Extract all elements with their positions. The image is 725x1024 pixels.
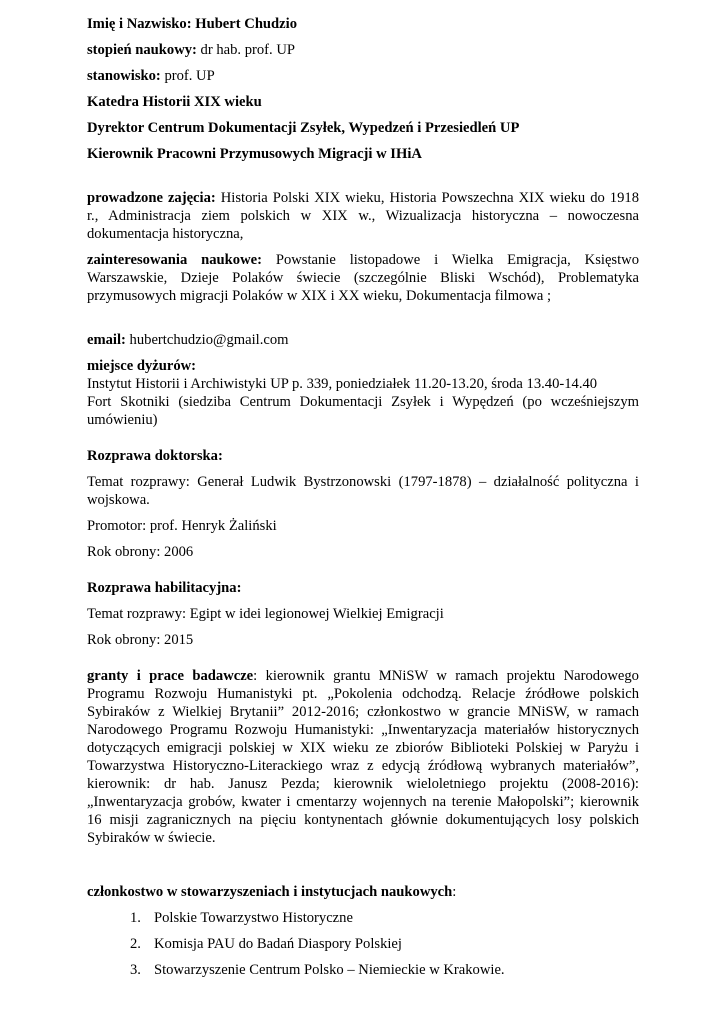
list-item-text: Komisja PAU do Badań Diaspory Polskiej bbox=[154, 936, 402, 952]
doctorate-topic: Temat rozprawy: Generał Ludwik Bystrzonowski (1797-1878) – działalność polityczna i wojskowa. bbox=[87, 474, 639, 508]
list-item-number: 1. bbox=[130, 910, 141, 926]
memberships-heading-line bbox=[87, 883, 639, 901]
memberships-list bbox=[87, 909, 639, 979]
list-item-number: 2. bbox=[130, 936, 141, 952]
duty-line-2: Fort Skotniki (siedziba Centrum Dokumentacji Zsyłek i Wypędzeń (po wcześniejszym umówieniu) bbox=[87, 394, 639, 428]
list-item-number: 3. bbox=[130, 962, 141, 978]
list-item bbox=[87, 909, 639, 927]
duty-label: miejsce dyżurów: bbox=[87, 358, 197, 374]
email-line bbox=[87, 331, 639, 349]
memberships-label: członkostwo w stowarzyszeniach i instytucjach naukowych bbox=[87, 884, 453, 900]
list-item-text: Stowarzyszenie Centrum Polsko – Niemieckie w Krakowie. bbox=[154, 962, 505, 978]
email-label: email: bbox=[87, 332, 126, 348]
grants-paragraph bbox=[87, 667, 639, 847]
degree-line bbox=[87, 41, 639, 59]
degree-value: dr hab. prof. UP bbox=[196, 42, 295, 58]
list-item-text: Polskie Towarzystwo Historyczne bbox=[154, 910, 353, 926]
habilitation-heading: Rozprawa habilitacyjna: bbox=[87, 580, 242, 596]
grants-label: granty i prace badawcze bbox=[87, 668, 254, 684]
document-page bbox=[87, 15, 639, 987]
duty-label-line bbox=[87, 357, 639, 375]
degree-label: stopień naukowy: bbox=[87, 42, 197, 58]
director-line bbox=[87, 119, 639, 137]
doctorate-year: Rok obrony: 2006 bbox=[87, 544, 194, 560]
interests-value: Powstanie listopadowe i Wielka Emigracja, Księstwo Warszawskie, Dzieje Polaków świecie (szczególnie Bliski Wschód), Problematyka przymusowych migracji Polaków w XIX i XX wieku, Dokumentacja filmowa ; bbox=[87, 252, 639, 304]
interests-paragraph bbox=[87, 251, 639, 305]
list-item bbox=[87, 961, 639, 979]
position-label: stanowisko: bbox=[87, 68, 161, 84]
director-role: Dyrektor Centrum Dokumentacji Zsyłek, Wypedzeń i Przesiedleń UP bbox=[87, 120, 520, 136]
email-value: hubertchudzio@gmail.com bbox=[125, 332, 289, 348]
doctorate-promoter: Promotor: prof. Henryk Żaliński bbox=[87, 518, 277, 534]
grants-value: : kierownik grantu MNiSW w ramach projektu Narodowego Programu Rozwoju Humanistyki pt. „Pokolenia odchodzą. Relacje źródłowe polskich Sybiraków z Wielkiej Brytanii” 2012-2016; członkostwo w grancie MNiSW, w ramach Narodowego Programu Rozwoju Humanistyki: „Inwentaryzacja materiałów historycznych dotyczących emigracji polskiej w XIX wieku ze zbiorów Biblioteki Polskiej w Paryżu i Towarzystwa Historyczno-Literackiego wraz z edycją źródłową wybranych materiałów”, kierownik: dr hab. Janusz Pezda; kierownik wieloletniego projektu (2008-2016): „Inwentaryzacja grobów, kwater i cmentarzy wojennych na terenie Małopolski”; kierownik 16 misji zagranicznych na pięciu kontynentach głównie dokumentujących losy polskich Sybiraków w świecie. bbox=[87, 668, 639, 846]
habilitation-heading-line bbox=[87, 579, 639, 597]
habilitation-topic: Temat rozprawy: Egipt w idei legionowej Wielkiej Emigracji bbox=[87, 606, 444, 622]
list-item bbox=[87, 935, 639, 953]
courses-label: prowadzone zajęcia: bbox=[87, 190, 216, 206]
head-line bbox=[87, 145, 639, 163]
courses-value: Historia Polski XIX wieku, Historia Powszechna XIX wieku do 1918 r., Administracja ziem polskich w XIX w., Wizualizacja historyczna – nowoczesna dokumentacja historyczna, bbox=[87, 190, 639, 242]
memberships-colon: : bbox=[452, 884, 457, 900]
duty-line-1: Instytut Historii i Archiwistyki UP p. 339, poniedziałek 11.20-13.20, środa 13.40-14.40 bbox=[87, 376, 598, 392]
courses-paragraph bbox=[87, 189, 639, 243]
interests-label: zainteresowania naukowe: bbox=[87, 252, 262, 268]
position-value: prof. UP bbox=[160, 68, 215, 84]
doctorate-heading-line bbox=[87, 447, 639, 465]
doctorate-heading: Rozprawa doktorska: bbox=[87, 448, 223, 464]
habilitation-year: Rok obrony: 2015 bbox=[87, 632, 194, 648]
head-role: Kierownik Pracowni Przymusowych Migracji w IHiA bbox=[87, 146, 422, 162]
position-line bbox=[87, 67, 639, 85]
name-label: Imię i Nazwisko: Hubert Chudzio bbox=[87, 16, 297, 32]
department: Katedra Historii XIX wieku bbox=[87, 94, 262, 110]
department-line bbox=[87, 93, 639, 111]
name-line bbox=[87, 15, 639, 33]
